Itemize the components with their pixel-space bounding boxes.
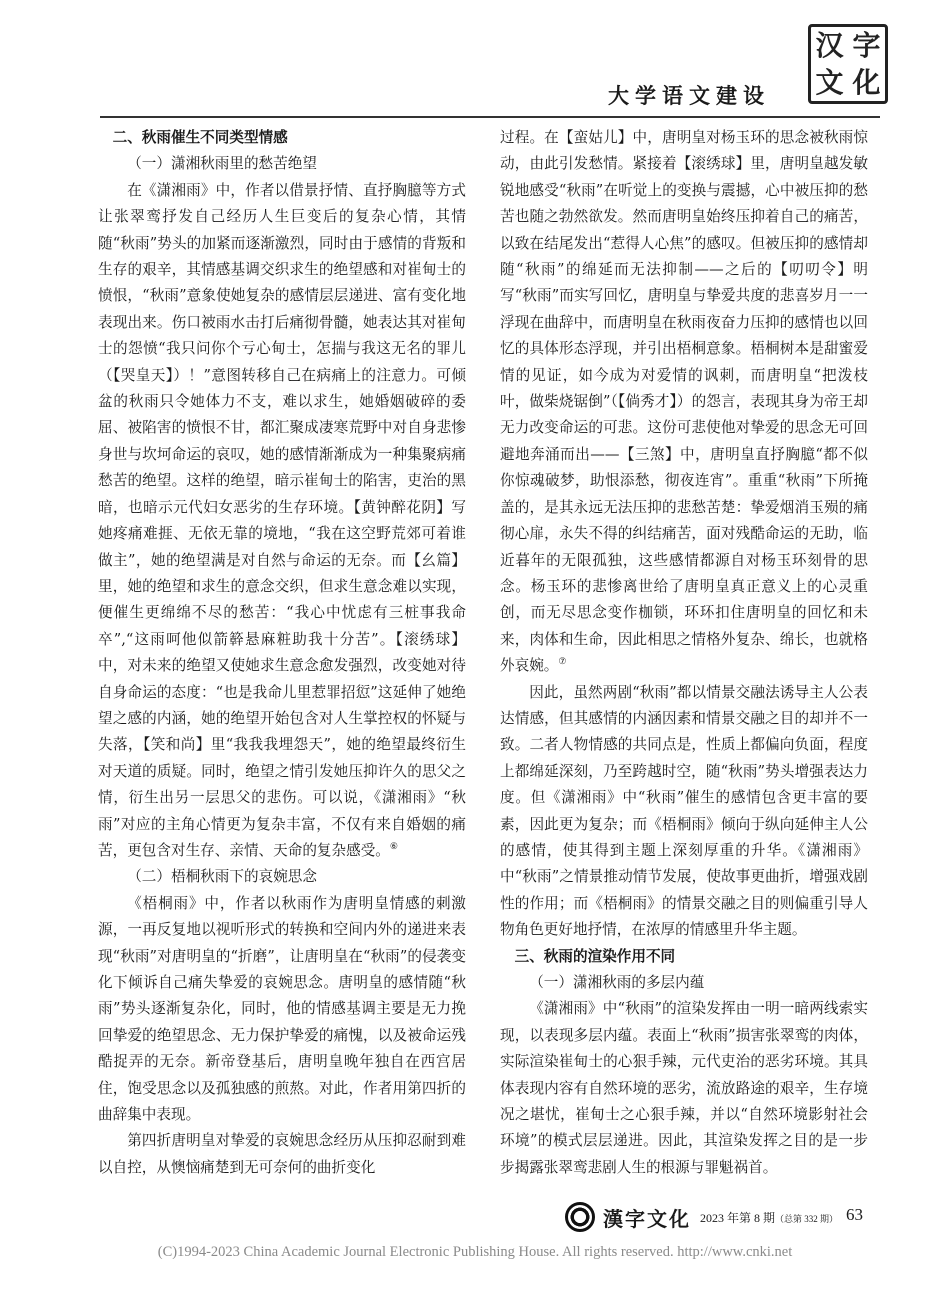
issue-total: （总第 332 期） [775,1214,839,1224]
paragraph-text: 因此，虽然两剧“秋雨”都以情景交融法诱导主人公表达情感，但其感情的内涵因素和情景交融之目的却并不一致。二者人物情感的共同点是，性质上都偏向负面，程度上都绵延深刻，乃至跨越时空，随“秋雨”势头增强表达力度。但《潇湘雨》中“秋雨”催生的感情包含更丰富的要素，因此更为复杂；而《梧桐雨》倾向于纵向延伸主人公的感情，使其得到主题上深刻厚重的升华。《潇湘雨》中“秋雨”之情景推动情节发展，使故事更曲折，增强戏剧性的作用；而《梧桐雨》的情景交融之目的则偏重引导人物角色更好地抒情，在浓厚的情感里升华主题。 [500,683,868,939]
column-title: 大学语文建设 [608,83,770,108]
paragraph-text: 二、秋雨催生不同类型情感 [112,129,288,146]
paragraph-text: 《梧桐雨》中，作者以秋雨作为唐明皇情感的刺激源，一再反复地以视听形式的转换和空间内外的递进来表现“秋雨”对唐明皇的“折磨”，让唐明皇在“秋雨”的侵袭变化下倾诉自己痛失挚爱的哀婉思念。唐明皇的感情随“秋雨”势头逐渐复杂化，同时，他的情感基调主要是无力挽回挚爱的绝望思念、无力保护挚爱的痛愧，以及被命运残酷捉弄的无奈。新帝登基后，唐明皇晚年独自在西宫居住，饱受思念以及孤独感的煎熬。对此，作者用第四折的曲辞集中表现。 [98,894,466,1124]
issue-number: 2023 年第 8 期 [700,1211,776,1225]
header-divider [100,116,880,118]
body-paragraph [98,178,466,865]
left-text-column [98,125,466,1181]
paragraph-text: （一）潇湘秋雨里的愁苦绝望 [127,155,317,173]
journal-seal-logo [808,24,888,104]
subsection-heading [500,970,868,996]
body-paragraph [500,996,868,1181]
copyright-line: (C)1994-2023 China Academic Journal Electronic Publishing House. All rights reserved. http://www.cnki.net [157,1244,793,1260]
seal-char: 字 [852,29,881,62]
section-heading [500,944,868,970]
seal-char: 化 [852,66,881,99]
subsection-heading [98,151,466,177]
body-paragraph [500,680,868,944]
footnote-marker: ⑥ [389,842,398,853]
paragraph-text: （一）潇湘秋雨的多层内蕴 [529,974,705,991]
right-text-column [500,125,868,1181]
body-paragraph [500,125,868,680]
section-heading [98,125,466,151]
journal-brand: 漢字文化 [603,1207,691,1231]
paragraph-text: 在《潇湘雨》中，作者以借景抒情、直抒胸臆等方式让张翠鸾抒发自己经历人生巨变后的复杂心情，其情随“秋雨”势头的加紧而逐渐激烈，同时由于感情的背叛和生存的艰辛，其情感基调交织求生的绝望感和对崔甸士的愤恨，“秋雨”意象使她复杂的感情层层递进、富有变化地表现出来。伤口被雨水击打后痛彻骨髓，她表达其对崔甸士的怨愤“我只问你个亏心甸士，怎揣与我这无名的罪儿（【哭皇天】）！”意图转移自己在病痛上的注意力。可倾盆的秋雨只令她体力不支，难以求生，她婚姻破碎的委屈、被陷害的愤恨不甘，都汇聚成凄寒荒野中对自身悲惨身世与坎坷命运的哀叹，她的感情渐渐成为一种集聚病痛愁苦的绝望。这样的绝望，暗示崔甸士的陷害，吏治的黑暗，也暗示元代妇女恶劣的生存环境。【黄钟醉花阴】写她疼痛难捱、无依无靠的境地，“我在这空野荒郊可着谁做主”，她的绝望满是对自然与命运的无奈。而【幺篇】里，她的绝望和求生的意念交织，但求生意念难以实现，便催生更绵绵不尽的愁苦：“我心中忧虑有三桩事我命卒”,“这雨呵他似箭簳悬麻粧助我十分苦”。【滚绣球】中，对未来的绝望又使她求生意念愈发强烈，改变她对待自身命运的态度：“也是我命儿里惹罪招愆”这延伸了她绝望之感的内涵，她的绝望开始包含对人生掌控权的怀疑与失落，【笑和尚】里“我我我埋怨天”，她的绝望最终衍生对天道的质疑。同时，绝望之情引发她压抑许久的思父之情，衍生出另一层思父的悲伤。可以说，《潇湘雨》“秋雨”对应的主角心情更为复杂丰富，不仅有来自婚姻的痛苦，更包含对生存、亲情、天命的复杂感受。 [98,181,466,859]
seal-char: 文 [815,66,844,99]
paragraph-text: （二）梧桐秋雨下的哀婉思念 [127,868,317,886]
paragraph-text: 《潇湘雨》中“秋雨”的渲染发挥由一明一暗两线索实现，以表现多层内蕴。表面上“秋雨”损害张翠鸾的肉体，实际渲染崔甸士的心狠手辣，元代吏治的恶劣环境。其具体表现内容有自然环境的恶劣，流放路途的艰辛，生存境况之堪忧，崔甸士之心狠手辣，并以“自然环境影射社会环境”的模式层层递进。因此，其渲染发挥之目的是一步步揭露张翠鸾悲剧人生的根源与罪魁祸首。 [500,1000,868,1176]
paragraph-text: 三、秋雨的渲染作用不同 [514,947,676,965]
subsection-heading [98,864,466,890]
paragraph-text: 第四折唐明皇对挚爱的哀婉思念经历从压抑忍耐到难以自控，从懊恼痛楚到无可奈何的曲折变化 [98,1132,466,1176]
body-paragraph [98,1128,466,1181]
body-paragraph [98,891,466,1129]
seal-char: 汉 [815,29,844,62]
page-number: 63 [846,1205,863,1224]
footnote-marker: ⑦ [558,657,567,668]
journal-logo-icon [565,1202,595,1232]
issue-info [700,1209,838,1226]
page-header [0,0,950,120]
paragraph-text: 过程。在【蛮姑儿】中，唐明皇对杨玉环的思念被秋雨惊动，由此引发愁情。紧接着【滚绣球】里，唐明皇越发敏锐地感受“秋雨”在听觉上的变换与震撼，心中被压抑的愁苦也随之勃然欲发。然而唐明皇始终压抑着自己的痛苦，以致在结尾发出“惹得人心焦”的感叹。但被压抑的感情却随“秋雨”的绵延而无法抑制——之后的【叨叨令】明写“秋雨”而实写回忆，唐明皇与挚爱共度的悲喜岁月一一浮现在曲辞中，而唐明皇在秋雨夜奋力压抑的感情也以回忆的具体形态浮现，并引出梧桐意象。梧桐树本是甜蜜爱情的见证，如今成为对爱情的讽刺，而唐明皇“把泼枝叶，做柴烧锯倒”（【倘秀才】）的怨言，表现其身为帝王却无力改变命运的可悲。这份可悲使他对挚爱的思念无可回避地奔涌而出——【三煞】中，唐明皇直抒胸臆“都不似你惊魂破梦，助恨添愁，彻夜连宵”。重重“秋雨”下所掩盖的，是其永远无法压抑的悲愁苦楚：挚爱烟消玉殒的痛彻心扉，永失不得的纠结痛苦，面对残酷命运的无助，临近暮年的无限孤独，这些感情都源自对杨玉环刻骨的思念。杨玉环的悲惨离世给了唐明皇真正意义上的心灵重创，而无尽思念变作枷锁，环环扣住唐明皇的回忆和未来，肉体和生命，因此相思之情格外复杂、绵长，也就格外哀婉。 [500,129,868,675]
